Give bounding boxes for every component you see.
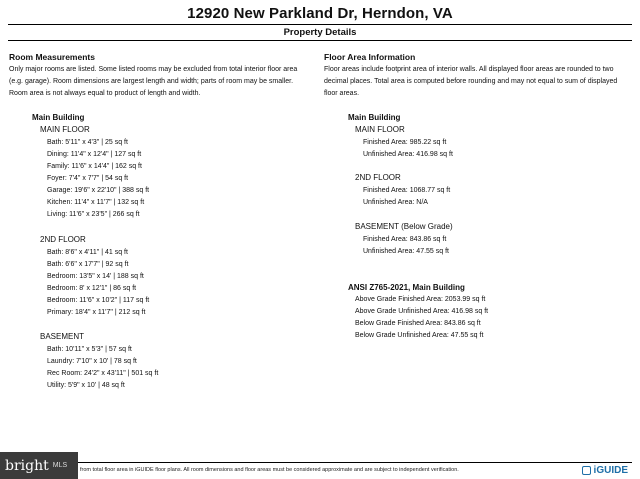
room-row: Rec Room: 24'2" x 43'11" | 501 sq ft bbox=[47, 370, 159, 377]
rooms-second-floor-label: 2ND FLOOR bbox=[40, 235, 86, 244]
areas-basement-label: BASEMENT (Below Grade) bbox=[355, 222, 453, 231]
iguide-logo bbox=[582, 465, 628, 476]
note-line: floor areas. bbox=[324, 90, 360, 97]
bright-mls-logo bbox=[0, 452, 78, 479]
bright-logo-text: bright bbox=[5, 457, 49, 474]
footer-divider bbox=[8, 462, 632, 463]
footer-disclaimer: from total floor area in iGUIDE floor plans. All room dimensions and floor areas must be considered approximate and are subject to independent verification. bbox=[80, 467, 459, 473]
room-row: Family: 11'6" x 14'4" | 162 sq ft bbox=[47, 163, 142, 170]
page-title: 12920 New Parkland Dr, Herndon, VA bbox=[187, 5, 453, 22]
floor-area-note bbox=[324, 64, 617, 100]
room-row: Bath: 6'6" x 17'7" | 92 sq ft bbox=[47, 261, 129, 268]
room-row: Garage: 19'6" x 22'10" | 388 sq ft bbox=[47, 187, 150, 194]
room-row: Kitchen: 11'4" x 11'7" | 132 sq ft bbox=[47, 199, 145, 206]
note-line: decimal places. Total area is computed before rounding and may not equal to sum of displayed bbox=[324, 78, 618, 85]
areas-building-label: Main Building bbox=[348, 113, 401, 122]
room-measurements-heading: Room Measurements bbox=[9, 52, 95, 62]
note-line: Floor areas include footprint area of interior walls. All displayed floor areas are rounded to two bbox=[324, 66, 614, 73]
area-row: Finished Area: 1068.77 sq ft bbox=[363, 187, 451, 194]
room-row: Bath: 8'6" x 4'11" | 41 sq ft bbox=[47, 249, 128, 256]
room-row: Bath: 5'11" x 4'3" | 25 sq ft bbox=[47, 139, 128, 146]
room-row: Living: 11'6" x 23'5" | 266 sq ft bbox=[47, 211, 140, 218]
ansi-heading: ANSI Z765-2021, Main Building bbox=[348, 283, 465, 292]
areas-main-floor-label: MAIN FLOOR bbox=[355, 125, 405, 134]
room-row: Bedroom: 11'6" x 10'2" | 117 sq ft bbox=[47, 297, 150, 304]
room-row: Dining: 11'4" x 12'4" | 127 sq ft bbox=[47, 151, 142, 158]
iguide-logo-text: iGUIDE bbox=[593, 465, 628, 476]
ansi-row: Below Grade Finished Area: 843.86 sq ft bbox=[355, 320, 481, 327]
note-line: Room area is not always equal to product of length and width. bbox=[9, 90, 201, 97]
ansi-row: Below Grade Unfinished Area: 47.55 sq ft bbox=[355, 332, 484, 339]
area-row: Finished Area: 985.22 sq ft bbox=[363, 139, 447, 146]
area-row: Unfinished Area: 47.55 sq ft bbox=[363, 248, 449, 255]
room-row: Bedroom: 13'5" x 14' | 188 sq ft bbox=[47, 273, 144, 280]
areas-second-floor-label: 2ND FLOOR bbox=[355, 173, 401, 182]
room-row: Bedroom: 8' x 12'1" | 86 sq ft bbox=[47, 285, 137, 292]
room-row: Primary: 18'4" x 11'7" | 212 sq ft bbox=[47, 309, 146, 316]
floor-area-heading: Floor Area Information bbox=[324, 52, 416, 62]
note-line: (e.g. garage). Room dimensions are largest length and width; parts of room may be smaller. bbox=[9, 78, 294, 85]
ansi-row: Above Grade Unfinished Area: 416.98 sq ft bbox=[355, 308, 489, 315]
rooms-main-floor-label: MAIN FLOOR bbox=[40, 125, 90, 134]
mls-logo-text: MLS bbox=[52, 462, 68, 469]
room-row: Bath: 10'11" x 5'3" | 57 sq ft bbox=[47, 346, 132, 353]
area-row: Unfinished Area: 416.98 sq ft bbox=[363, 151, 453, 158]
room-row: Laundry: 7'10" x 10' | 78 sq ft bbox=[47, 358, 137, 365]
title-divider bbox=[8, 24, 632, 25]
rooms-basement-label: BASEMENT bbox=[40, 332, 85, 341]
subtitle-divider bbox=[8, 40, 632, 41]
room-measurements-note bbox=[9, 64, 297, 100]
rooms-building-label: Main Building bbox=[32, 113, 85, 122]
iguide-mark-icon bbox=[582, 466, 591, 475]
room-row: Utility: 5'9" x 10' | 48 sq ft bbox=[47, 382, 125, 389]
ansi-row: Above Grade Finished Area: 2053.99 sq ft bbox=[355, 296, 486, 303]
area-row: Finished Area: 843.86 sq ft bbox=[363, 236, 447, 243]
section-subtitle: Property Details bbox=[283, 27, 357, 38]
room-row: Foyer: 7'4" x 7'7" | 54 sq ft bbox=[47, 175, 129, 182]
area-row: Unfinished Area: N/A bbox=[363, 199, 428, 206]
note-line: Only major rooms are listed. Some listed rooms may be excluded from total interior floor area bbox=[9, 66, 298, 73]
